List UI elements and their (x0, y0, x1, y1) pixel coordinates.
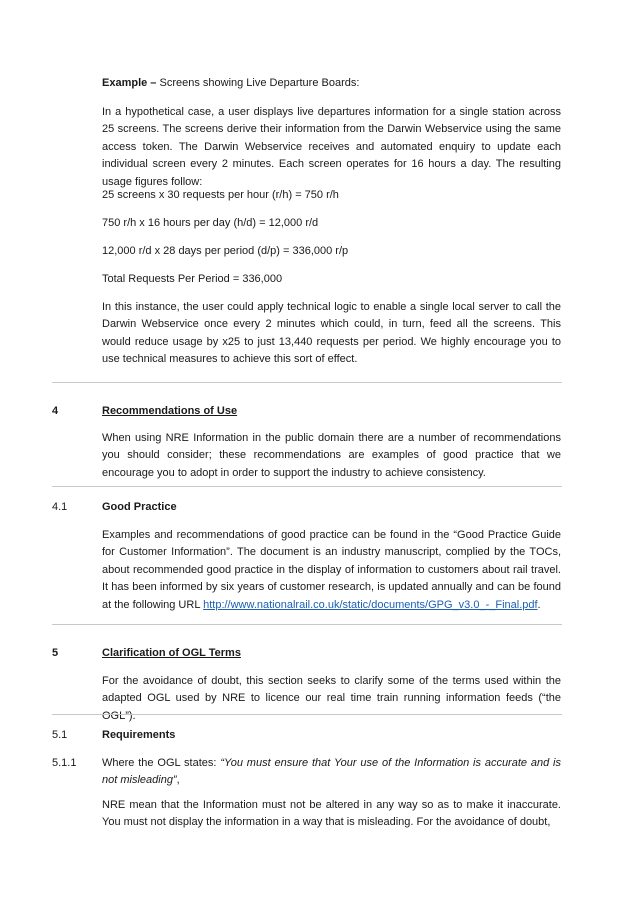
example-total: Total Requests Per Period = 336,000 (102, 273, 283, 285)
example-calc-1: 25 screens x 30 requests per hour (r/h) = 750 r/h (102, 189, 339, 201)
section-4-number: 4 (52, 405, 59, 417)
example-calc-3: 12,000 r/d x 28 days per period (d/p) = 336,000 r/p (102, 245, 349, 257)
example-title: Screens showing Live Departure Boards: (156, 77, 360, 89)
section-5-1-1-body: NRE mean that the Information must not be altered in any way so as to make it inaccurate. You must not display the information in a way that is misleading. For the avoidance of doubt, (102, 799, 561, 829)
section-5-body: For the avoidance of doubt, this section seeks to clarify some of the terms used within the adapted OGL used by NRE to licence our real time train running information feeds (“the OGL”). (102, 675, 561, 722)
ogl-quote: “You must ensure that Your use of the Information is accurate and is not misleading” (102, 757, 562, 787)
section-5-heading: Clarification of OGL Terms (102, 647, 241, 659)
section-4-heading: Recommendations of Use (102, 405, 238, 417)
section-5-1-1-number: 5.1.1 (52, 757, 77, 769)
section-4-1-text: Examples and recommendations of good practice can be found in the “Good Practice Guide for Customer Information”. The document is an industry manuscript, complied by the TOCs, about recommended good practice in the display of information to customers about rail travel. It has been informed by six years of customer research, is updated annually and can be found at the following URL (102, 529, 561, 611)
section-4-1-period: . (537, 598, 541, 611)
divider (52, 486, 562, 487)
good-practice-guide-link[interactable]: http://www.nationalrail.co.uk/static/documents/GPG_v3.0_-_Final.pdf (203, 598, 538, 611)
divider (52, 382, 562, 383)
example-calc-2: 750 r/h x 16 hours per day (h/d) = 12,000 r/d (102, 217, 319, 229)
example-label: Example – (102, 77, 157, 89)
section-5-1-1-lead-text: Where the OGL states: (102, 757, 221, 769)
section-5-1-number: 5.1 (52, 729, 68, 741)
example-heading (102, 75, 561, 92)
example-conclusion: In this instance, the user could apply technical logic to enable a single local server to call the Darwin Webservice once every 2 minutes which could, in turn, feed all the screens. This would reduce usage by x25 to just 13,440 requests per period. We highly encourage you to use technical measures to achieve this sort of effect. (102, 301, 561, 366)
section-4-1-number: 4.1 (52, 501, 68, 513)
section-4-1-heading: Good Practice (102, 501, 177, 513)
section-5-number: 5 (52, 647, 59, 659)
example-intro: In a hypothetical case, a user displays live departures information for a single station across 25 screens. The screens derive their information from the Darwin Webservice using the same access token. The Darwin Webservice receives and automated enquiry to update each individual screen every 2 minutes. Each screen operates for 16 hours a day. The resulting usage figures follow: (102, 106, 561, 188)
divider (52, 714, 562, 715)
section-5-1-1-lead (102, 755, 561, 790)
section-5-1-1-comma: , (176, 774, 180, 787)
section-4-body: When using NRE Information in the public domain there are a number of recommendations you should consider; these recommendations are examples of good practice that we encourage you to adopt in order to support the industry to achieve consistency. (102, 432, 561, 479)
section-5-1-heading: Requirements (102, 729, 176, 741)
divider (52, 624, 562, 625)
section-4-1-body (102, 527, 561, 614)
